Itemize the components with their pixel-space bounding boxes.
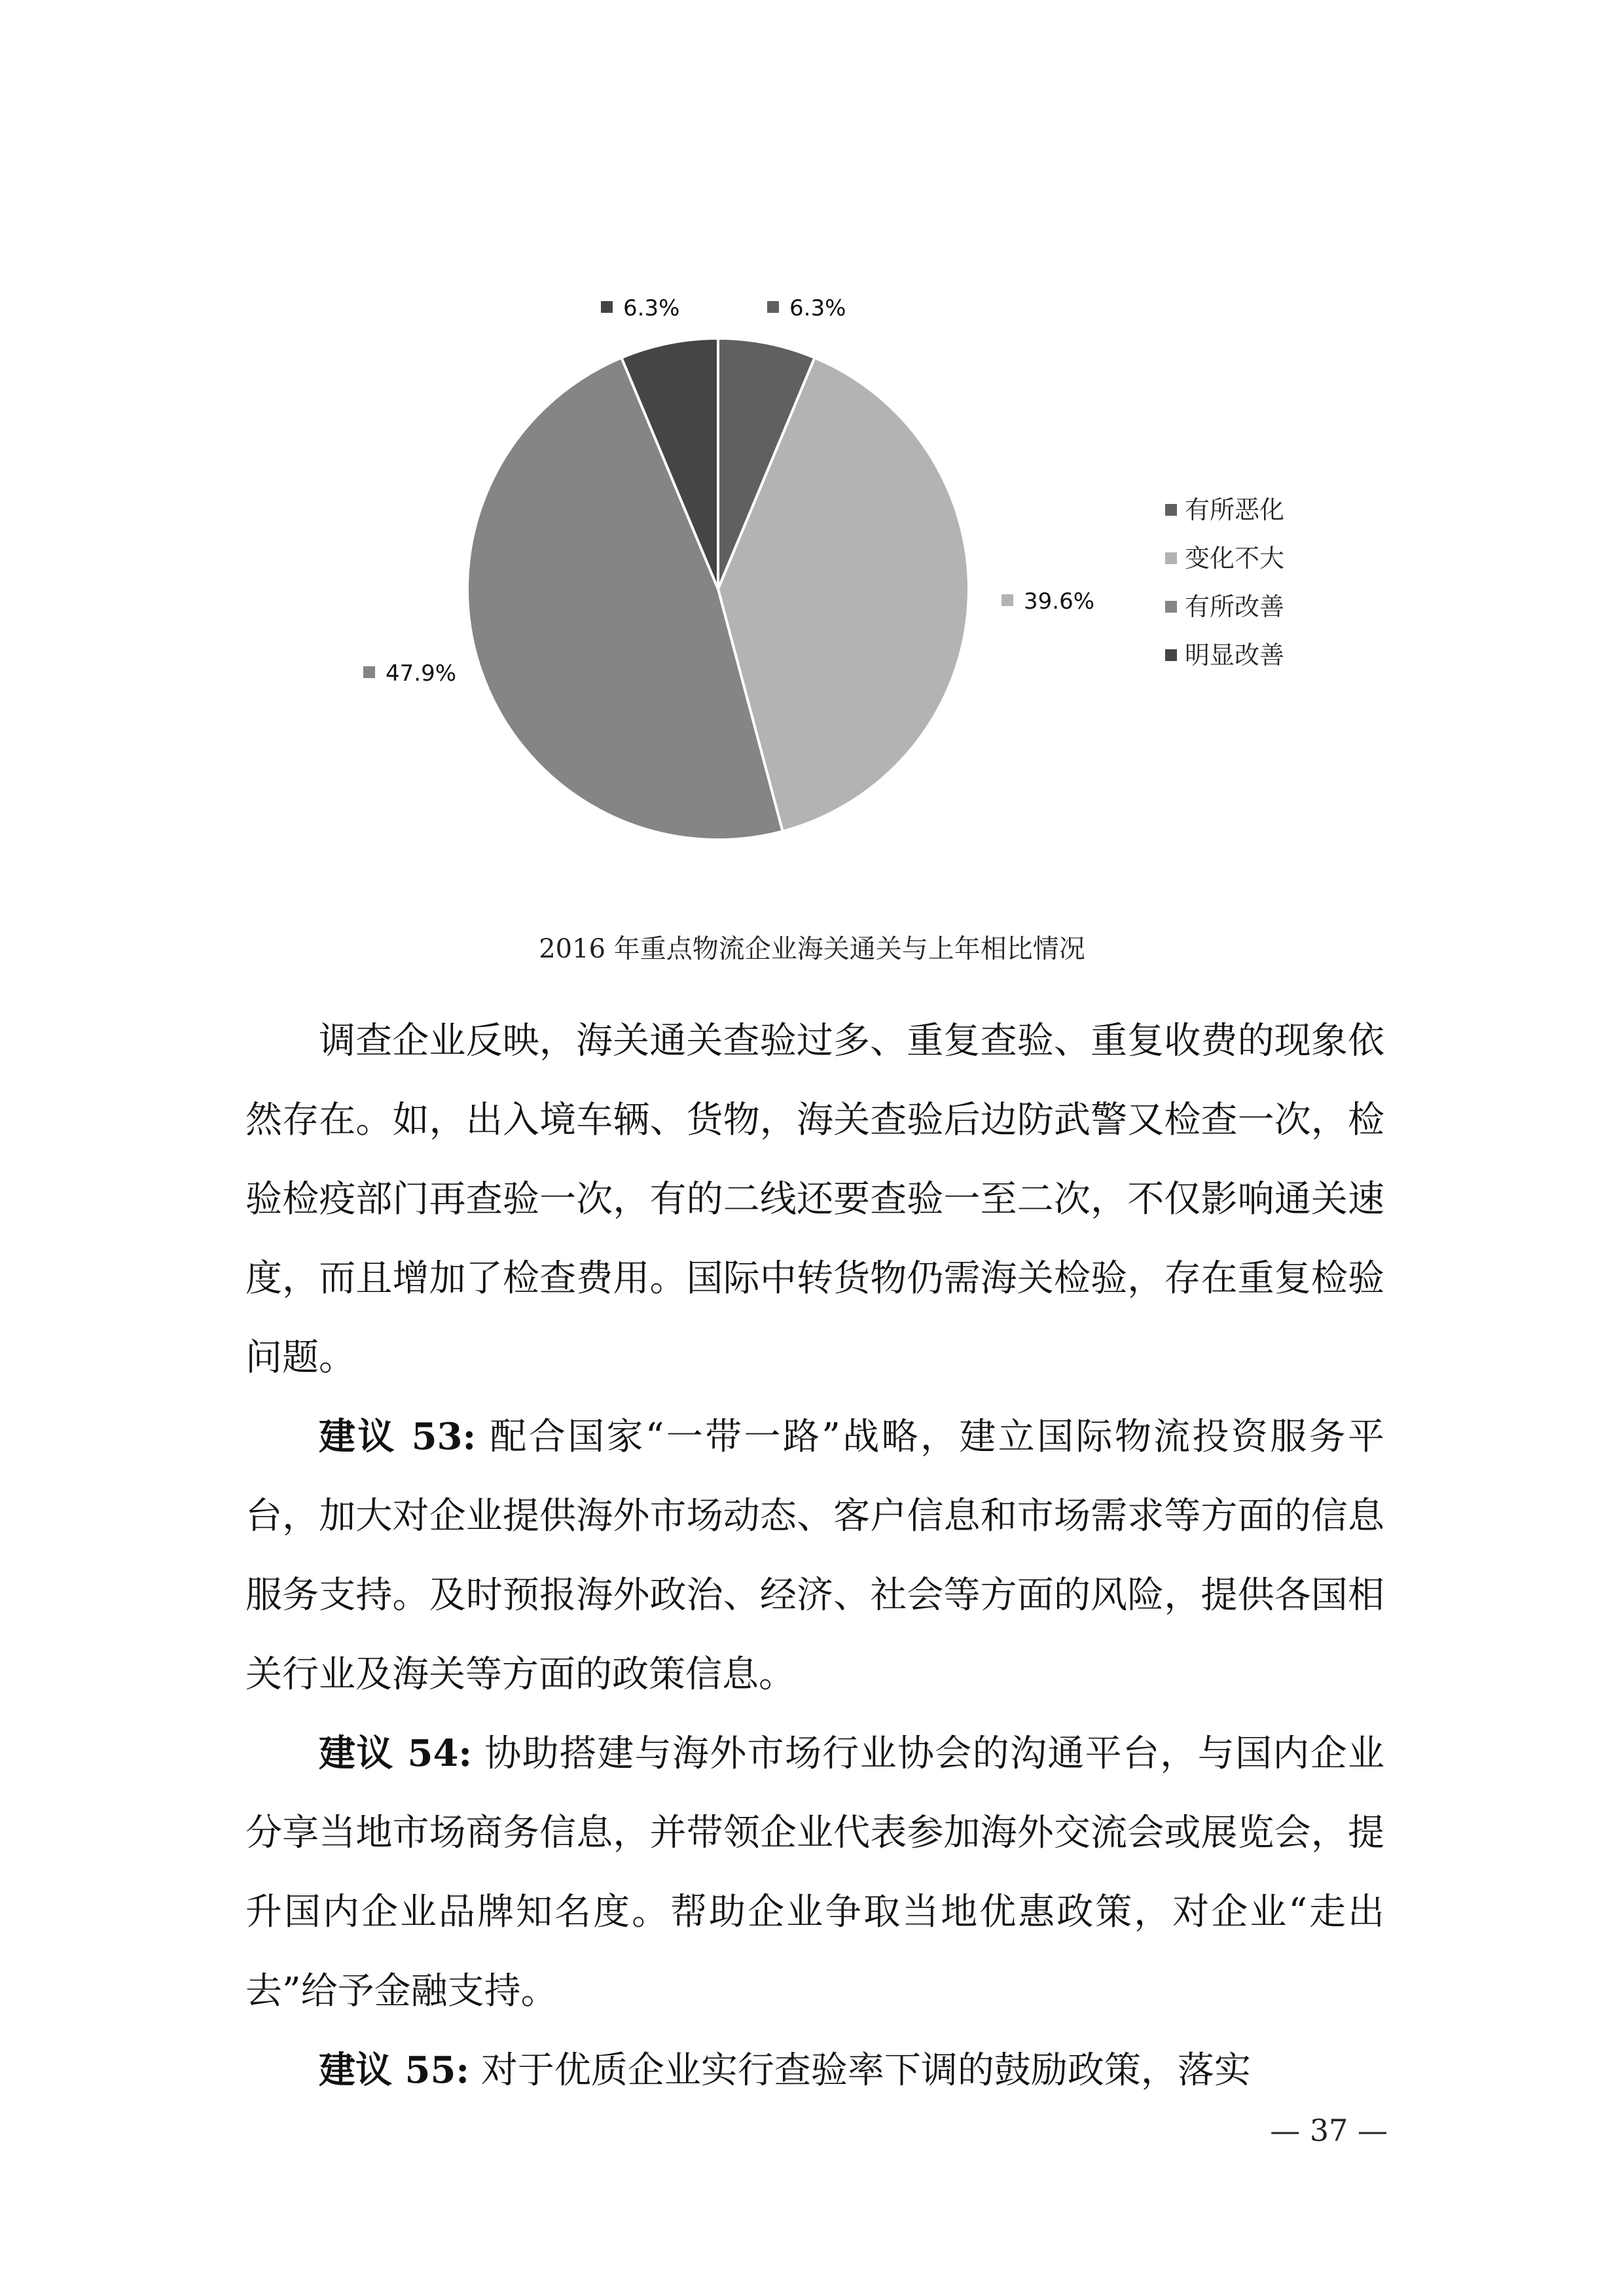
data-label-swatch xyxy=(767,301,779,313)
data-label-swatch xyxy=(1001,594,1013,606)
data-label-swatch xyxy=(363,666,375,678)
legend-swatch xyxy=(1165,552,1177,564)
paragraph-1 xyxy=(245,1001,1384,1397)
data-label: 6.3% xyxy=(789,295,846,321)
legend-swatch xyxy=(1165,601,1177,613)
paragraph-3 xyxy=(245,1714,1384,2031)
paragraph-lead: 建议 55: xyxy=(319,2049,470,2092)
paragraph-text: 配合国家“一带一路”战略，建立国际物流投资服务平台，加大对企业提供海外市场动态、客户信息和市场需求等方面的信息服务支持。及时预报海外政治、经济、社会等方面的风险，提供各国相关行业及海关等方面的政策信息。 xyxy=(245,1416,1384,1696)
paragraph-4 xyxy=(245,2031,1384,2110)
data-label: 6.3% xyxy=(623,295,680,321)
paragraph-text: 协助搭建与海外市场行业协会的沟通平台，与国内企业分享当地市场商务信息，并带领企业代表参加海外交流会或展览会，提升国内企业品牌知名度。帮助企业争取当地优惠政策，对企业“走出去”给予金融支持。 xyxy=(245,1732,1384,2013)
legend-label: 明显改善 xyxy=(1185,641,1285,670)
body-text xyxy=(245,1001,1384,2110)
legend-swatch xyxy=(1165,649,1177,661)
page-number: — 37 — xyxy=(1270,2113,1388,2148)
pie-chart xyxy=(0,0,1624,864)
paragraph-text: 调查企业反映，海关通关查验过多、重复查验、重复收费的现象依然存在。如，出入境车辆、货物，海关查验后边防武警又检查一次，检验检疫部门再查验一次，有的二线还要查验一至二次，不仅影响通关速度，而且增加了检查费用。国际中转货物仍需海关检验，存在重复检验问题。 xyxy=(245,1020,1384,1379)
legend-label: 有所恶化 xyxy=(1185,495,1285,524)
legend-swatch xyxy=(1165,504,1177,516)
pie-slices xyxy=(467,338,969,840)
legend-label: 变化不大 xyxy=(1185,544,1285,573)
paragraph-text: 对于优质企业实行查验率下调的鼓励政策，落实 xyxy=(469,2049,1251,2092)
figure-caption: 2016 年重点物流企业海关通关与上年相比情况 xyxy=(539,934,1085,964)
legend-label: 有所改善 xyxy=(1185,592,1285,621)
paragraph-2 xyxy=(245,1397,1384,1714)
data-label-swatch xyxy=(601,301,613,313)
data-label: 39.6% xyxy=(1024,588,1095,615)
paragraph-lead: 建议 54: xyxy=(319,1732,473,1775)
data-label: 47.9% xyxy=(386,660,457,687)
paragraph-lead: 建议 53: xyxy=(319,1415,477,1458)
chart-legend xyxy=(1165,495,1284,670)
